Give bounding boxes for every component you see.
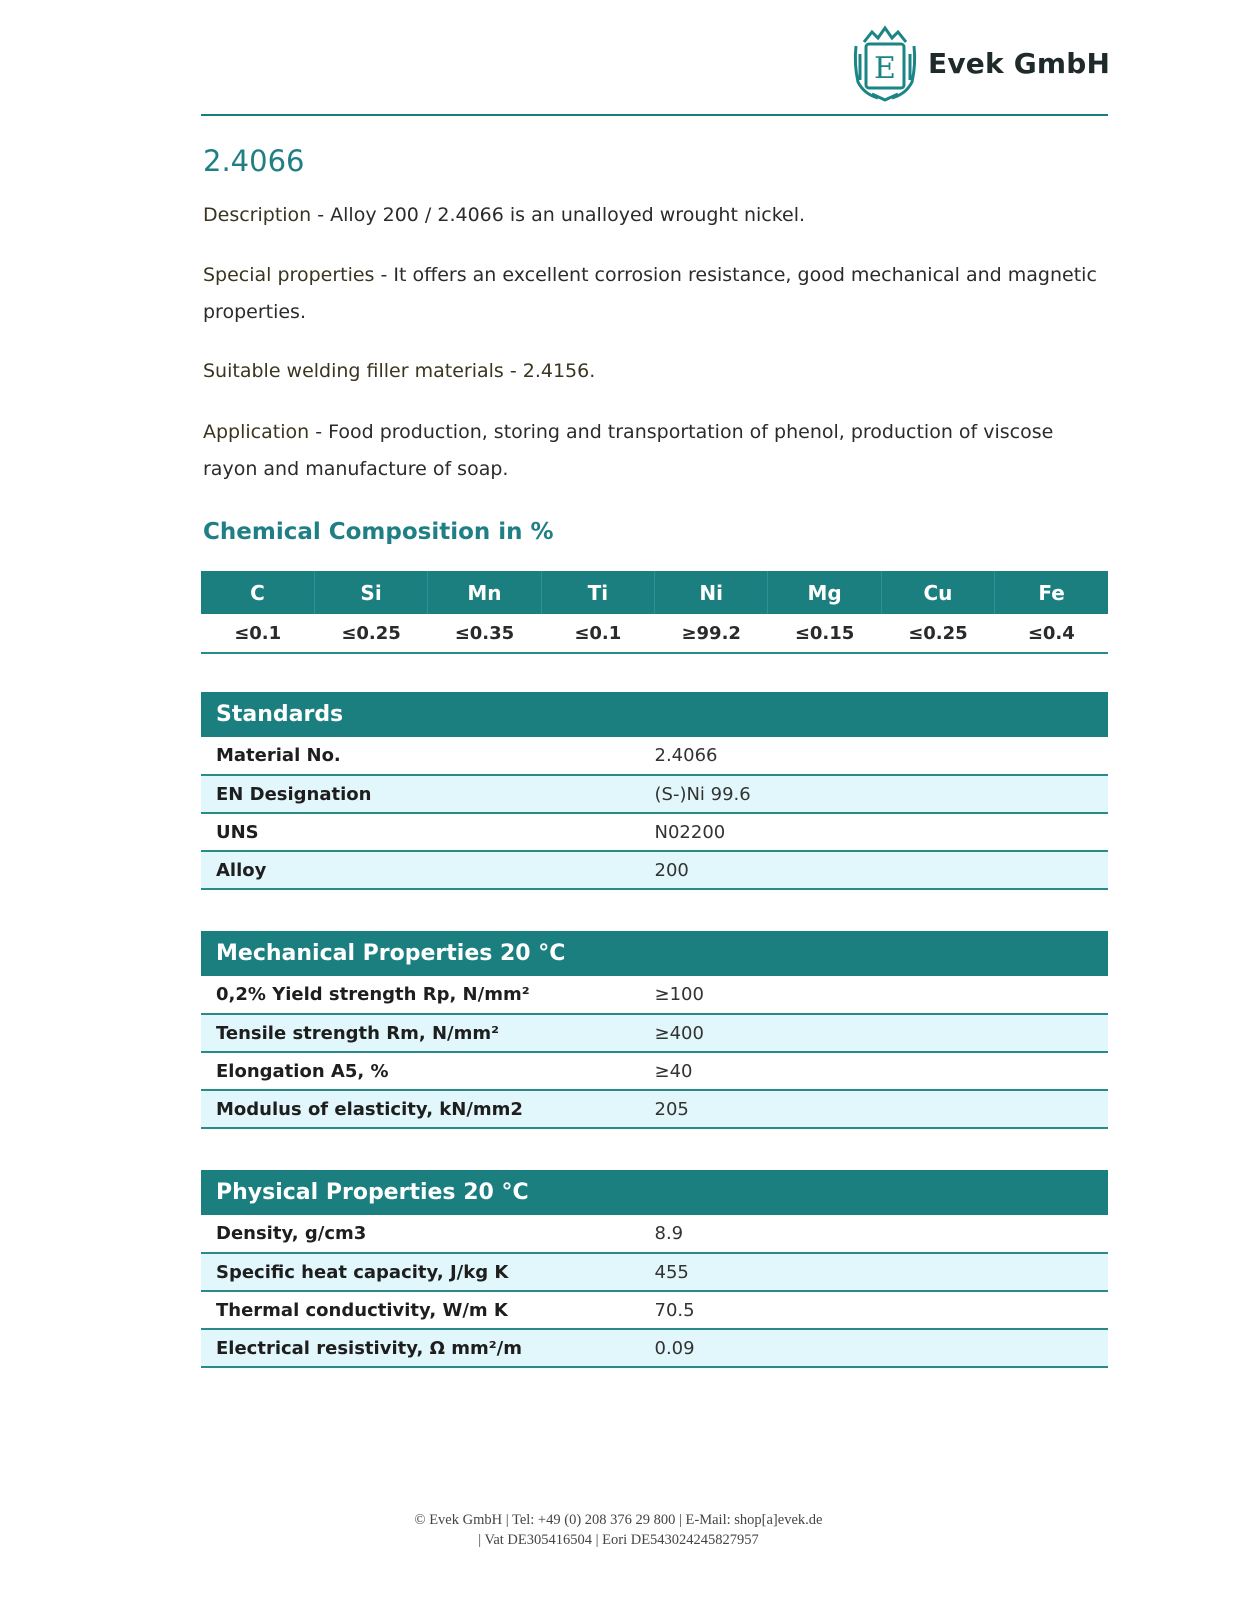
mechanical-heading: Mechanical Properties 20 °C — [201, 931, 1108, 976]
physical-heading: Physical Properties 20 °C — [201, 1170, 1108, 1215]
element-value: ≤0.1 — [541, 614, 654, 653]
property-name: Elongation A5, % — [201, 1052, 655, 1090]
footer-contact-line: © Evek GmbH | Tel: +49 (0) 208 376 29 800 | E-Mail: shop[a]evek.de — [414, 1512, 823, 1528]
property-name: Electrical resistivity, Ω mm²/m — [201, 1329, 655, 1367]
table-row — [201, 1291, 1108, 1329]
table-row — [201, 1253, 1108, 1291]
welding-paragraph — [203, 353, 1103, 390]
special-properties-paragraph — [203, 257, 1103, 331]
table-row — [201, 1329, 1108, 1367]
element-header: Si — [314, 571, 427, 614]
property-name: Density, g/cm3 — [201, 1215, 655, 1253]
standards-header-row — [201, 692, 1108, 737]
crest-logo-icon — [850, 24, 920, 102]
table-row — [201, 976, 1108, 1014]
company-logo — [850, 24, 1110, 102]
welding-text: Suitable welding filler materials - 2.4156. — [203, 360, 596, 382]
element-value: ≤0.35 — [428, 614, 541, 653]
table-row — [201, 775, 1108, 813]
mechanical-header-row — [201, 931, 1108, 976]
element-header: Ni — [655, 571, 768, 614]
table-row — [201, 851, 1108, 889]
composition-heading: Chemical Composition in % — [203, 519, 554, 545]
composition-header-row — [201, 571, 1108, 614]
element-value: ≤0.1 — [201, 614, 314, 653]
property-name: UNS — [201, 813, 655, 851]
physical-properties-table — [201, 1170, 1108, 1368]
property-value: 205 — [655, 1090, 1109, 1128]
special-properties-text: - It offers an excellent corrosion resistance, good mechanical and magnetic properties. — [203, 264, 1097, 323]
element-value: ≤0.25 — [314, 614, 427, 653]
table-row — [201, 1052, 1108, 1090]
composition-table — [201, 571, 1108, 654]
element-header: Fe — [995, 571, 1108, 614]
standards-table — [201, 692, 1108, 890]
element-value: ≤0.25 — [881, 614, 994, 653]
property-name: Material No. — [201, 737, 655, 775]
element-header: Cu — [881, 571, 994, 614]
logo-letter: E — [874, 51, 896, 86]
property-value: 8.9 — [655, 1215, 1109, 1253]
description-text: - Alloy 200 / 2.4066 is an unalloyed wrought nickel. — [311, 204, 806, 226]
standards-heading: Standards — [201, 692, 1108, 737]
property-name: Thermal conductivity, W/m K — [201, 1291, 655, 1329]
application-paragraph — [203, 414, 1103, 488]
property-name: Modulus of elasticity, kN/mm2 — [201, 1090, 655, 1128]
table-row — [201, 737, 1108, 775]
property-name: Tensile strength Rm, N/mm² — [201, 1014, 655, 1052]
element-value: ≤0.4 — [995, 614, 1108, 653]
property-value: ≥100 — [655, 976, 1109, 1014]
property-value: 2.4066 — [655, 737, 1109, 775]
property-value: ≥40 — [655, 1052, 1109, 1090]
property-name: 0,2% Yield strength Rp, N/mm² — [201, 976, 655, 1014]
property-value: 200 — [655, 851, 1109, 889]
description-paragraph — [203, 197, 1103, 234]
header-divider — [201, 114, 1108, 116]
physical-header-row — [201, 1170, 1108, 1215]
element-value: ≤0.15 — [768, 614, 881, 653]
table-row — [201, 1014, 1108, 1052]
composition-value-row — [201, 614, 1108, 653]
table-row — [201, 813, 1108, 851]
property-value: (S-)Ni 99.6 — [655, 775, 1109, 813]
property-value: 70.5 — [655, 1291, 1109, 1329]
table-row — [201, 1215, 1108, 1253]
property-value: ≥400 — [655, 1014, 1109, 1052]
application-text: - Food production, storing and transportation of phenol, production of viscose rayon and manufacture of soap. — [203, 421, 1054, 480]
element-header: C — [201, 571, 314, 614]
property-value: 0.09 — [655, 1329, 1109, 1367]
property-name: Alloy — [201, 851, 655, 889]
element-header: Mg — [768, 571, 881, 614]
table-row — [201, 1090, 1108, 1128]
special-properties-label: Special properties — [203, 264, 375, 286]
element-header: Mn — [428, 571, 541, 614]
property-name: EN Designation — [201, 775, 655, 813]
description-label: Description — [203, 204, 312, 226]
element-value: ≥99.2 — [655, 614, 768, 653]
element-header: Ti — [541, 571, 654, 614]
page-footer — [0, 1510, 1237, 1550]
page-title: 2.4066 — [203, 144, 305, 178]
application-label: Application — [203, 421, 310, 443]
company-name: Evek GmbH — [928, 46, 1111, 80]
footer-tax-line: | Vat DE305416504 | Eori DE543024245827957 — [478, 1532, 759, 1548]
property-name: Specific heat capacity, J/kg K — [201, 1253, 655, 1291]
property-value: N02200 — [655, 813, 1109, 851]
property-value: 455 — [655, 1253, 1109, 1291]
mechanical-properties-table — [201, 931, 1108, 1129]
